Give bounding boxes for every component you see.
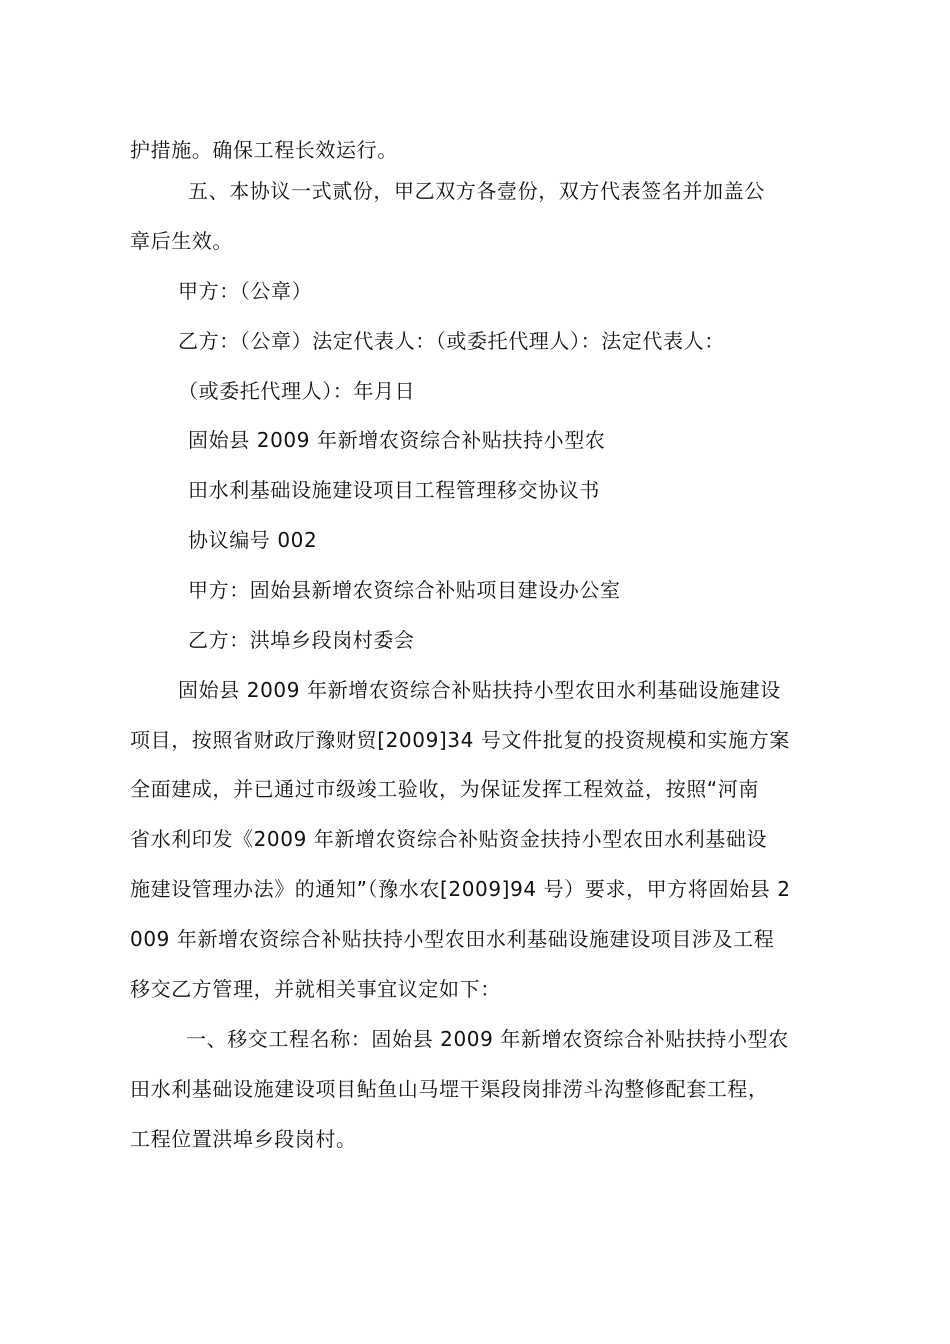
agreement-title-line-1: 固始县 2009 年新增农资综合补贴扶持小型农 <box>188 428 606 452</box>
agreement-title-line-2: 田水利基础设施建设项目工程管理移交协议书 <box>188 478 600 502</box>
agent-date-line: （或委托代理人）：年月日 <box>178 379 416 403</box>
party-b-seal-line: 乙方：（公章）法定代表人：（或委托代理人）：法定代表人： <box>178 329 725 353</box>
paragraph-line-1: 护措施。确保工程长效运行。 <box>130 138 398 162</box>
clause-one-line-2: 田水利基础设施建设项目鲇鱼山马堽干渠段岗排涝斗沟整修配套工程， <box>130 1077 769 1101</box>
body-line-1: 固始县 2009 年新增农资综合补贴扶持小型农田水利基础设施建设 <box>178 678 781 702</box>
body-line-6: 009 年新增农资综合补贴扶持小型农田水利基础设施建设项目涉及工程 <box>130 927 775 951</box>
clause-one-line-3: 工程位置洪埠乡段岗村。 <box>130 1127 357 1151</box>
clause-one-line-1: 一、移交工程名称：固始县 2009 年新增农资综合补贴扶持小型农 <box>186 1027 789 1051</box>
body-line-3: 全面建成，并已通过市级竣工验收，为保证发挥工程效益，按照“河南 <box>130 777 759 801</box>
body-line-4: 省水利印发《2009 年新增农资综合补贴资金扶持小型农田水利基础设 <box>130 827 768 851</box>
body-line-7: 移交乙方管理，并就相关事宜议定如下： <box>130 977 501 1001</box>
paragraph-line-2: 五、本协议一式贰份，甲乙双方各壹份，双方代表签名并加盖公 <box>188 179 765 203</box>
body-line-2: 项目，按照省财政厅豫财贸[2009]34 号文件批复的投资规模和实施方案 <box>130 728 790 752</box>
body-line-5: 施建设管理办法》的通知”（豫水农[2009]94 号）要求，甲方将固始县 2 <box>130 877 791 901</box>
party-a-name: 甲方：固始县新增农资综合补贴项目建设办公室 <box>188 578 621 602</box>
party-a-seal-line: 甲方：（公章） <box>178 279 313 303</box>
party-b-name: 乙方：洪埠乡段岗村委会 <box>188 628 415 652</box>
paragraph-line-3: 章后生效。 <box>130 229 233 253</box>
agreement-number: 协议编号 002 <box>188 528 318 552</box>
